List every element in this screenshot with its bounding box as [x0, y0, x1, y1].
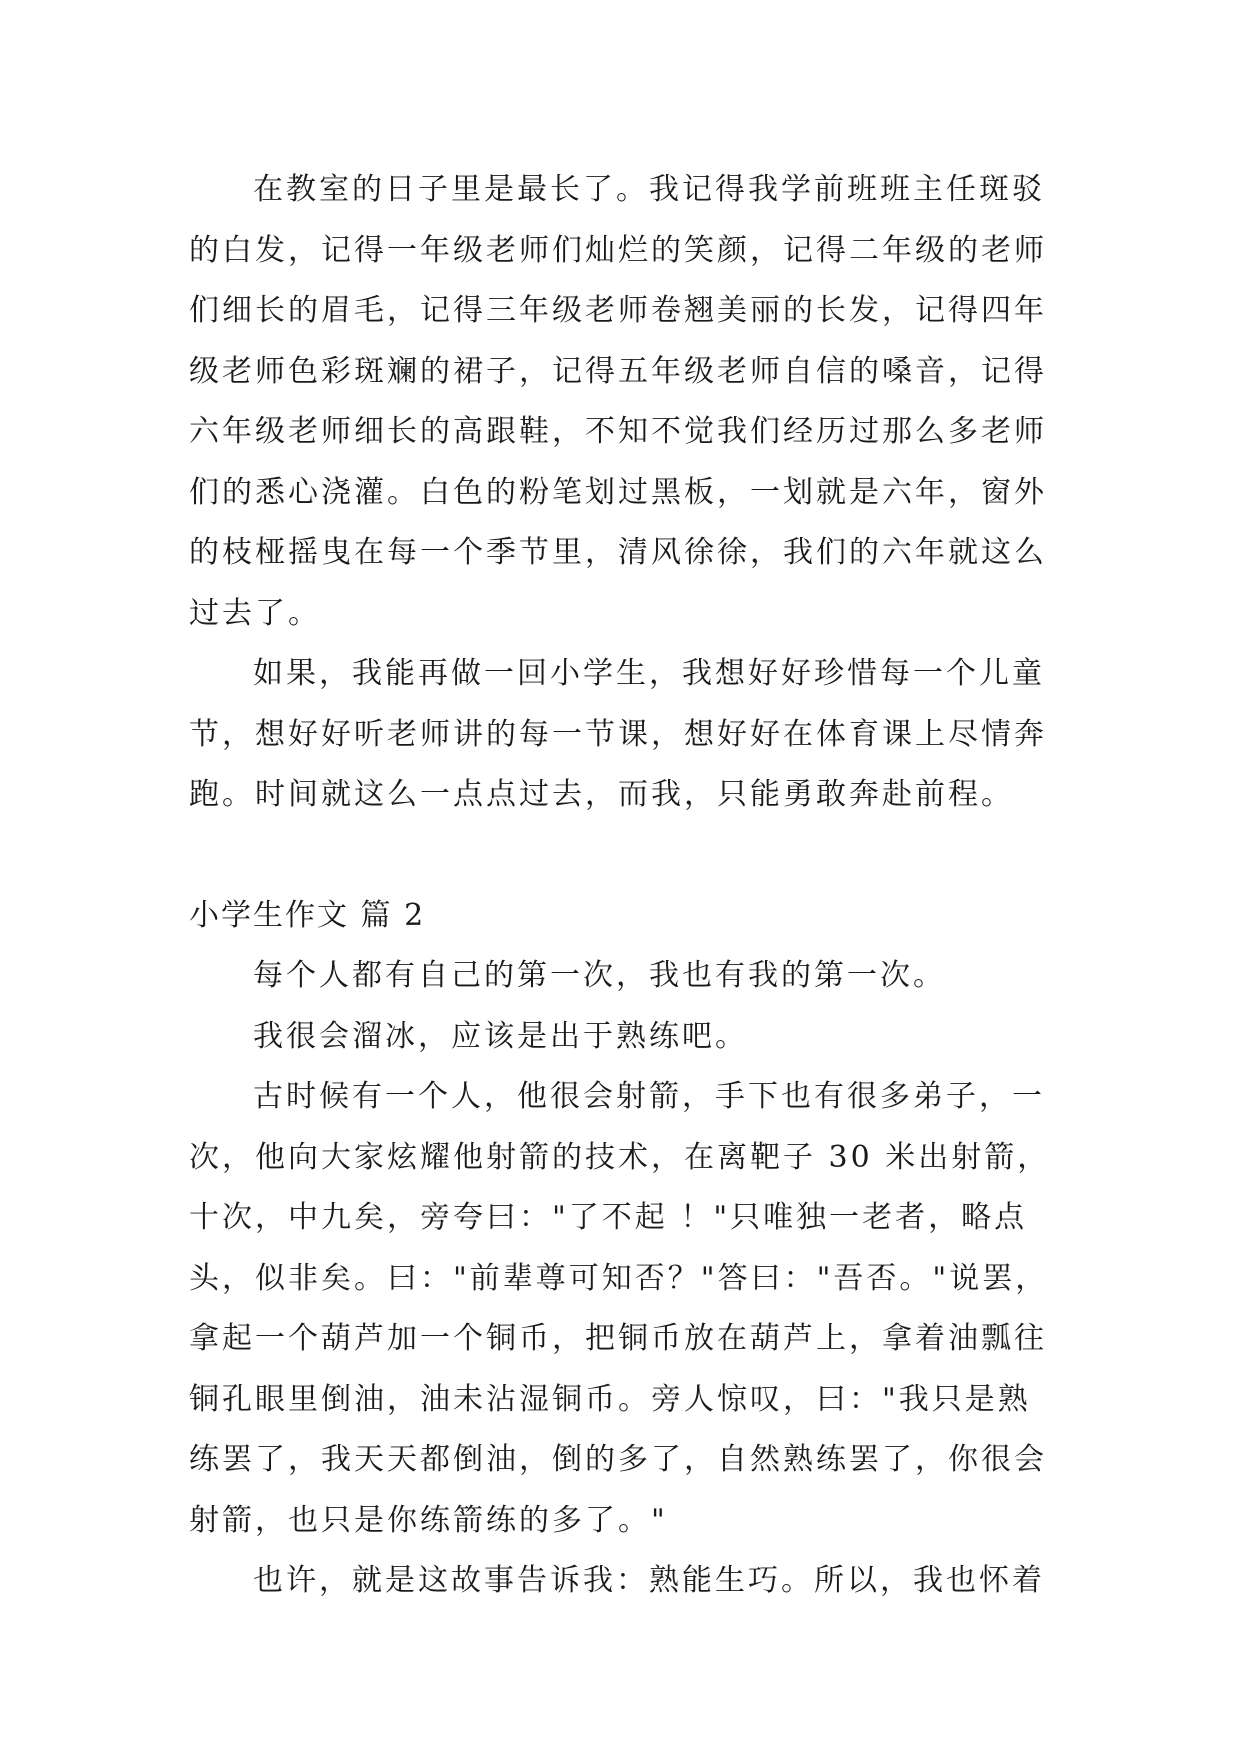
text-line: 如果，我能再做一回小学生，我想好好珍惜每一个儿童 — [253, 656, 1045, 691]
text-line: 过去了。 — [189, 595, 321, 631]
text-line: 练罢了，我天天都倒油，倒的多了，自然熟练罢了，你很会 — [189, 1442, 1047, 1477]
paragraph-essay2-1 — [189, 946, 1059, 1007]
text-line: 六年级老师细长的高跟鞋，不知不觉我们经历过那么多老师 — [189, 414, 1047, 449]
text-line: 次，他向大家炫耀他射箭的技术，在离靶子 30 米出射箭， — [189, 1139, 1051, 1175]
text-line: 射箭，也只是你练箭练的多了。" — [189, 1502, 668, 1538]
text-line: 我很会溜冰，应该是出于熟练吧。 — [253, 1018, 748, 1054]
text-line: 头，似非矣。曰："前辈尊可知否？"答曰："吾否。"说罢， — [189, 1260, 1049, 1296]
document-body — [189, 160, 1059, 1612]
text-line: 每个人都有自己的第一次，我也有我的第一次。 — [253, 958, 946, 993]
text-line: 也许，就是这故事告诉我：熟能生巧。所以，我也怀着 — [253, 1563, 1045, 1598]
text-line: 节，想好好听老师讲的每一节课，想好好在体育课上尽情奔 — [189, 716, 1047, 752]
paragraph-essay2-4 — [189, 1551, 1059, 1612]
essay-heading: 小学生作文 篇 2 — [189, 897, 426, 933]
paragraph-essay2-3 — [189, 1067, 1059, 1551]
text-line: 级老师色彩斑斓的裙子，记得五年级老师自信的嗓音，记得 — [189, 353, 1047, 389]
text-line: 在教室的日子里是最长了。我记得我学前班班主任斑驳 — [253, 172, 1045, 207]
text-line: 的白发，记得一年级老师们灿烂的笑颜，记得二年级的老师 — [189, 232, 1047, 268]
text-line: 拿起一个葫芦加一个铜币，把铜币放在葫芦上，拿着油瓢往 — [189, 1321, 1047, 1356]
text-line: 们细长的眉毛，记得三年级老师卷翘美丽的长发，记得四年 — [189, 293, 1047, 328]
text-line: 的枝桠摇曳在每一个季节里，清风徐徐，我们的六年就这么 — [189, 535, 1047, 570]
section-gap — [189, 826, 1059, 886]
paragraph-essay1-1 — [189, 160, 1059, 644]
text-line: 铜孔眼里倒油，油未沾湿铜币。旁人惊叹，曰："我只是熟 — [189, 1381, 1031, 1417]
text-line: 古时候有一个人，他很会射箭，手下也有很多弟子，一 — [253, 1079, 1045, 1114]
text-line: 们的悉心浇灌。白色的粉笔划过黑板，一划就是六年，窗外 — [189, 474, 1047, 510]
paragraph-essay2-2 — [189, 1007, 1059, 1068]
text-line: 跑。时间就这么一点点过去，而我，只能勇敢奔赴前程。 — [189, 777, 1014, 812]
text-line: 十次，中九矣，旁夸曰："了不起 ！"只唯独一老者，略点 — [189, 1200, 1028, 1235]
paragraph-essay1-2 — [189, 644, 1059, 826]
